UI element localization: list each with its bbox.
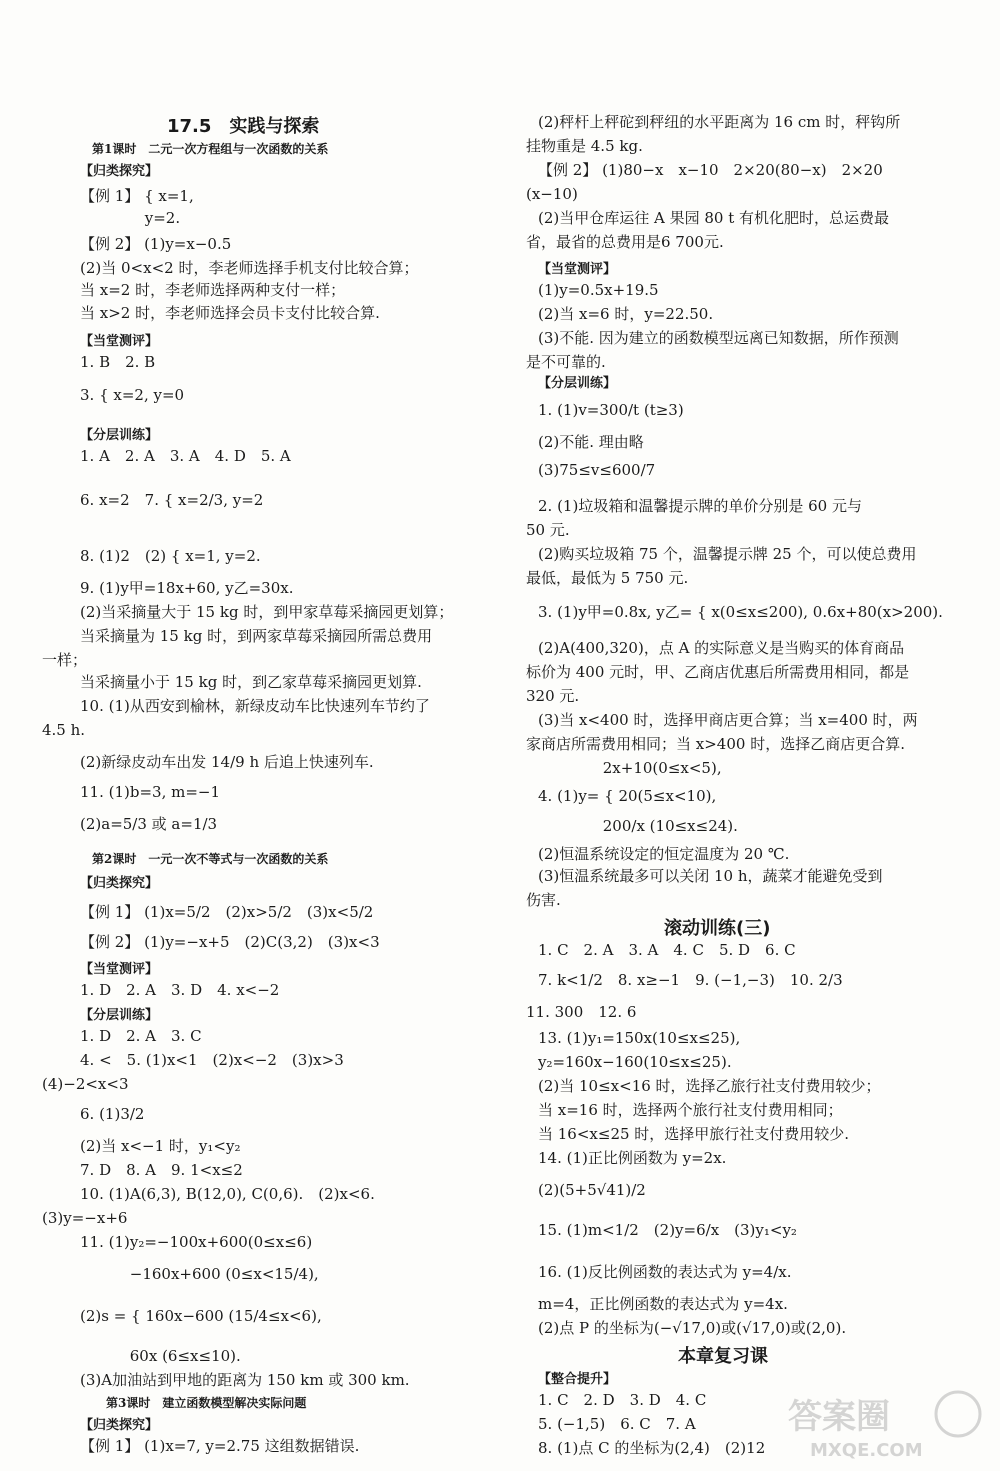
r-d-7: 当 16<x≤25 时，选择甲旅行社支付费用较少.: [538, 1125, 850, 1143]
r-c-14: 4. (1)y= { 20(5≤x<10),: [538, 787, 717, 805]
tag-dangtang-1: 【当堂测评】: [80, 334, 159, 349]
r-a-5: 省，最省的总费用是6 700元.: [526, 233, 724, 251]
r-c-17: (3)恒温系统最多可以关闭 10 h，蔬菜才能避免受到: [538, 867, 883, 885]
r-d-5: (2)当 10≤x<16 时，选择乙旅行社支付费用较少；: [538, 1077, 881, 1095]
r-c-13: 2x+10(0≤x<5),: [538, 759, 722, 777]
tag-dangtang-2: 【当堂测评】: [80, 962, 159, 977]
l2-line-12: −160x+600 (0≤x<15/4),: [80, 1265, 319, 1283]
l2-line-10: (3)y=−x+6: [42, 1209, 128, 1227]
tag-guilei-2: 【归类探究】: [80, 876, 159, 891]
r-a-1: 挂物重是 4.5 kg.: [526, 137, 643, 155]
l2-line-2: 1. D 2. A 3. D 4. x<−2: [80, 981, 280, 999]
tag-fenceng-r: 【分层训练】: [538, 376, 617, 391]
l2-line-14: 60x (6≤x≤10).: [80, 1347, 241, 1365]
l2-line-9: 10. (1)A(6,3), B(12,0), C(0,6). (2)x<6.: [80, 1185, 375, 1203]
l1-line-2: 【例 2】 (1)y=x−0.5: [80, 235, 232, 253]
l1-line-11: 9. (1)y甲=18x+60, y乙=30x.: [80, 579, 294, 597]
tag-fenceng-2: 【分层训练】: [80, 1008, 159, 1023]
r-b-3: 是不可靠的.: [526, 353, 606, 371]
r-d-1: 7. k<1/2 8. x≥−1 9. (−1,−3) 10. 2/3: [538, 971, 843, 989]
r-a-3: (x−10): [526, 185, 578, 203]
r-d-13: (2)点 P 的坐标为(−√17,0)或(√17,0)或(2,0).: [538, 1319, 847, 1337]
r-c-5: (2)购买垃圾箱 75 个，温馨提示牌 25 个，可以使总费用: [538, 545, 917, 563]
l1-line-4: 当 x=2 时，李老师选择两种支付一样；: [80, 281, 346, 299]
l2-line-8: 7. D 8. A 9. 1<x≤2: [80, 1161, 243, 1179]
r-e-1: 5. (−1,5) 6. C 7. A: [538, 1415, 696, 1433]
lesson-3-heading: 第3课时 建立函数模型解决实际问题: [106, 1396, 307, 1410]
r-a-0: (2)秤杆上秤砣到秤纽的水平距离为 16 cm 时，秤钩所: [538, 113, 901, 131]
l2-line-7: (2)当 x<−1 时，y₁<y₂: [80, 1137, 241, 1155]
l1-line-1: y=2.: [80, 209, 181, 227]
lesson-2-heading: 第2课时 一元一次不等式与一次函数的关系: [92, 852, 329, 866]
chapter-review-title: 本章复习课: [678, 1346, 768, 1367]
section-title: 17.5 实践与探索: [167, 116, 320, 137]
r-d-12: m=4，正比例函数的表达式为 y=4x.: [538, 1295, 788, 1313]
r-b-2: (3)不能. 因为建立的函数模型远离已知数据，所作预测: [538, 329, 899, 347]
tag-fenceng-1: 【分层训练】: [80, 428, 159, 443]
l1-line-17: 4.5 h.: [42, 721, 86, 739]
r-d-2: 11. 300 12. 6: [526, 1003, 637, 1021]
r-c-1: (2)不能. 理由略: [538, 433, 644, 451]
l1-line-8: 1. A 2. A 3. A 4. D 5. A: [80, 447, 291, 465]
l1-line-9: 6. x=2 7. { x=2/3, y=2: [80, 491, 264, 509]
r-c-8: (2)A(400,320)，点 A 的实际意义是当购买的体育商品: [538, 639, 905, 657]
l2-line-11: 11. (1)y₂=−100x+600(0≤x≤6): [80, 1233, 313, 1251]
l1-line-6: 1. B 2. B: [80, 353, 156, 371]
r-c-12: 家商店所需费用相同；当 x>400 时，选择乙商店更合算.: [526, 735, 905, 753]
r-d-11: 16. (1)反比例函数的表达式为 y=4/x.: [538, 1263, 792, 1281]
l2-line-5: (4)−2<x<3: [42, 1075, 129, 1093]
l1-line-19: 11. (1)b=3, m=−1: [80, 783, 221, 801]
l1-line-10: 8. (1)2 (2) { x=1, y=2.: [80, 547, 261, 565]
r-c-10: 320 元.: [526, 687, 580, 705]
r-d-9: (2)(5+5√41)/2: [538, 1181, 646, 1199]
l2-line-15: (3)A加油站到甲地的距离为 150 km 或 300 km.: [80, 1371, 410, 1389]
l1-line-7: 3. { x=2, y=0: [80, 386, 185, 404]
l2-line-4: 4. < 5. (1)x<1 (2)x<−2 (3)x>3: [80, 1051, 344, 1069]
l2-line-13: (2)s = { 160x−600 (15/4≤x<6),: [80, 1307, 322, 1325]
r-c-9: 标价为 400 元时，甲、乙商店优惠后所需费用相同，都是: [526, 663, 910, 681]
l3-line-0: 【例 1】 (1)x=7, y=2.75 这组数据错误.: [80, 1437, 360, 1455]
r-d-6: 当 x=16 时，选择两个旅行社支付费用相同；: [538, 1101, 843, 1119]
r-c-16: (2)恒温系统设定的恒定温度为 20 ℃.: [538, 845, 790, 863]
r-c-11: (3)当 x<400 时，选择甲商店更合算；当 x=400 时，两: [538, 711, 918, 729]
r-e-0: 1. C 2. D 3. D 4. C: [538, 1391, 707, 1409]
r-c-15: 200/x (10≤x≤24).: [538, 817, 738, 835]
l2-line-0: 【例 1】 (1)x=5/2 (2)x>5/2 (3)x<5/2: [80, 903, 374, 921]
l1-line-20: (2)a=5/3 或 a=1/3: [80, 815, 218, 833]
watermark-logo: [780, 1386, 990, 1461]
l2-line-3: 1. D 2. A 3. C: [80, 1027, 202, 1045]
r-d-0: 1. C 2. A 3. A 4. C 5. D 6. C: [538, 941, 796, 959]
l1-line-3: (2)当 0<x<2 时，李老师选择手机支付比较合算；: [80, 259, 419, 277]
r-b-1: (2)当 x=6 时，y=22.50.: [538, 305, 714, 323]
r-a-4: (2)当甲仓库运往 A 果园 80 t 有机化肥时，总运费最: [538, 209, 890, 227]
r-d-3: 13. (1)y₁=150x(10≤x≤25),: [538, 1029, 741, 1047]
r-c-2: (3)75≤v≤600/7: [538, 461, 656, 479]
tag-zhenghe: 【整合提升】: [538, 1372, 617, 1387]
r-d-10: 15. (1)m<1/2 (2)y=6/x (3)y₁<y₂: [538, 1221, 797, 1239]
r-a-2: 【例 2】 (1)80−x x−10 2×20(80−x) 2×20: [538, 161, 883, 179]
l1-line-16: 10. (1)从西安到榆林，新绿皮动车比快速列车节约了: [80, 697, 430, 715]
r-c-3: 2. (1)垃圾箱和温馨提示牌的单价分别是 60 元与: [538, 497, 862, 515]
l1-line-18: (2)新绿皮动车出发 14/9 h 后追上快速列车.: [80, 753, 374, 771]
r-c-0: 1. (1)v=300/t (t≥3): [538, 401, 684, 419]
rolling-training-title: 滚动训练(三): [664, 918, 771, 939]
r-d-4: y₂=160x−160(10≤x≤25).: [538, 1053, 732, 1071]
l2-line-1: 【例 2】 (1)y=−x+5 (2)C(3,2) (3)x<3: [80, 933, 380, 951]
watermark-text-2: MXQE.COM: [810, 1440, 923, 1461]
r-b-0: (1)y=0.5x+19.5: [538, 281, 659, 299]
l2-line-6: 6. (1)3/2: [80, 1105, 145, 1123]
r-c-4: 50 元.: [526, 521, 570, 539]
watermark-text-1: 答案圈: [788, 1397, 890, 1437]
tag-guilei-1: 【归类探究】: [80, 164, 159, 179]
l1-line-12: (2)当采摘量大于 15 kg 时，到甲家草莓采摘园更划算；: [80, 603, 454, 621]
r-c-6: 最低，最低为 5 750 元.: [526, 569, 689, 587]
l1-line-14: 一样；: [42, 651, 88, 669]
tag-dangtang-r: 【当堂测评】: [538, 262, 617, 277]
l1-line-13: 当采摘量为 15 kg 时，到两家草莓采摘园所需总费用: [80, 627, 433, 645]
l1-line-0: 【例 1】 { x=1,: [80, 187, 194, 205]
r-e-2: 8. (1)点 C 的坐标为(2,4) (2)12: [538, 1439, 766, 1457]
l1-line-5: 当 x>2 时，李老师选择会员卡支付比较合算.: [80, 304, 380, 322]
r-d-8: 14. (1)正比例函数为 y=2x.: [538, 1149, 727, 1167]
r-c-7: 3. (1)y甲=0.8x, y乙= { x(0≤x≤200), 0.6x+80(x>200).: [538, 603, 943, 621]
lesson-1-heading: 第1课时 二元一次方程组与一次函数的关系: [92, 142, 329, 156]
r-c-18: 伤害.: [526, 891, 561, 909]
l1-line-15: 当采摘量小于 15 kg 时，到乙家草莓采摘园更划算.: [80, 673, 422, 691]
tag-guilei-3: 【归类探究】: [80, 1418, 159, 1433]
